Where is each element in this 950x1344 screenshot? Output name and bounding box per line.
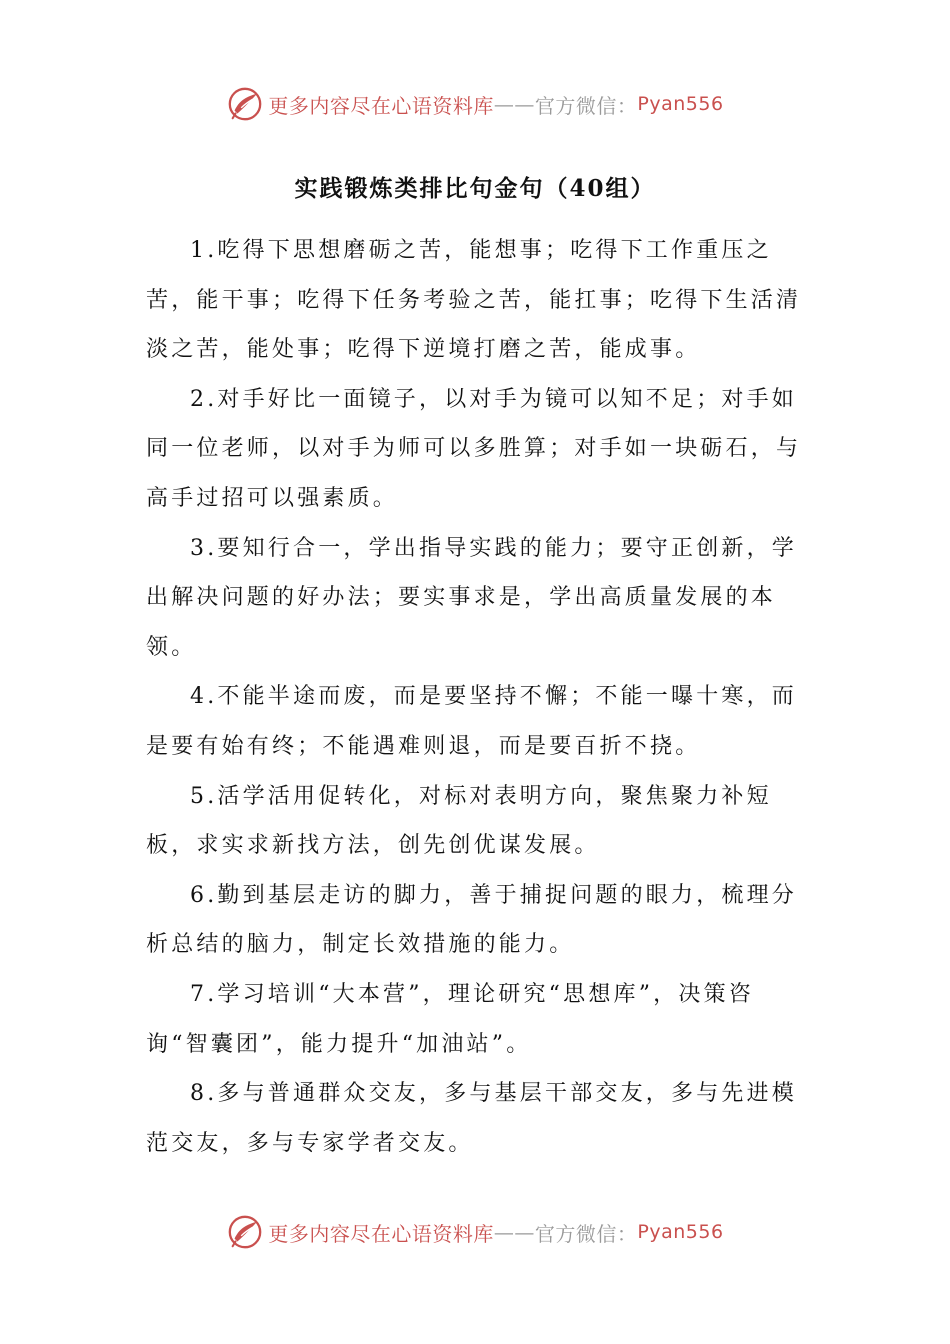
watermark-label: 官方微信： [534,93,638,118]
watermark-banner-bottom [0,1210,950,1254]
watermark-label: 官方微信： [534,1221,638,1246]
document-title: 实践锻炼类排比句金句（40组） [294,175,656,202]
watermark-wechat-id: Pyan556 [637,1221,724,1243]
watermark-main-text: 更多内容尽在心语资料库 [268,93,494,118]
watermark-dash: —— [493,1220,535,1244]
paragraph-4: 4.不能半途而废，而是要坚持不懈；不能一曝十寒，而是要有始有终；不能遇难则退，而是要百折不挠。 [146,684,797,759]
paragraph-1: 1.吃得下思想磨砺之苦，能想事；吃得下工作重压之苦，能干事；吃得下任务考验之苦，能扛事；吃得下生活清淡之苦，能处事；吃得下逆境打磨之苦，能成事。 [146,238,802,363]
watermark-wechat-id: Pyan556 [637,93,724,115]
paragraph-8: 8.多与普通群众交友，多与基层干部交友，多与先进模范交友，多与专家学者交友。 [146,1081,797,1156]
paragraph-2: 2.对手好比一面镜子，以对手为镜可以知不足；对手如同一位老师，以对手为师可以多胜算；对手如一块砺石，与高手过招可以强素质。 [146,386,802,511]
watermark-banner-top [0,82,950,126]
paragraph-3: 3.要知行合一，学出指导实践的能力；要守正创新，学出解决问题的好办法；要实事求是，学出高质量发展的本领。 [146,535,797,660]
pen-seal-logo-icon [226,1213,264,1251]
paragraph-5: 5.活学活用促转化，对标对表明方向，聚焦聚力补短板，求实求新找方法，创先创优谋发展。 [146,783,772,859]
paragraph-6: 6.勤到基层走访的脚力，善于捕捉问题的眼力，梳理分析总结的脑力，制定长效措施的能力。 [146,882,797,958]
watermark-main-text: 更多内容尽在心语资料库 [268,1221,494,1246]
paragraph-7: 7.学习培训“大本营”，理论研究“思想库”，决策咨询“智囊团”，能力提升“加油站”。 [146,981,754,1057]
watermark-dash: —— [493,92,535,116]
pen-seal-logo-icon [226,85,264,123]
document-body [146,226,814,1168]
